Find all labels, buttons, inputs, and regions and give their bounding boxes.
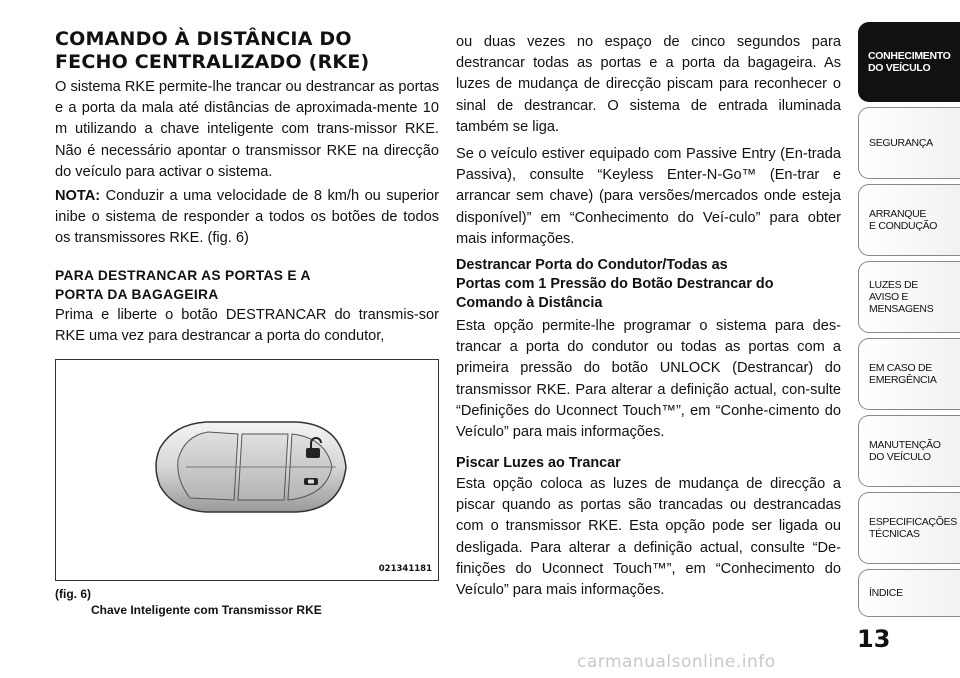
figure-label: (fig. 6) <box>55 587 91 601</box>
section-paragraph: Prima e liberte o botão DESTRANCAR do transmis-sor RKE uma vez para destrancar a porta do condutor, <box>55 307 439 345</box>
tab-conhecimento-do-veiculo[interactable] <box>858 22 960 102</box>
tab-label-line: DO VEÍCULO <box>869 451 931 463</box>
section-title <box>55 266 439 304</box>
subheading-unlock-line-1: Destrancar Porta do Condutor/Todas as <box>456 257 728 273</box>
watermark: carmanualsonline.info <box>577 652 776 672</box>
intro-paragraph: O sistema RKE permite-lhe trancar ou destrancar as portas e a porta da mala até distâncias de aproximada-mente 10 m utilizando a chave inteligente com trans-missor RKE. Não é necessário apontar o transmissor RKE na direcção do veículo para activar o sistema. <box>55 79 439 180</box>
tab-label-line: LUZES DE <box>869 279 918 291</box>
figure-box <box>55 359 439 581</box>
tab-label-line: TÉCNICAS <box>869 528 920 540</box>
tab-seguranca[interactable] <box>858 107 960 179</box>
tab-label-line: DO VEÍCULO <box>868 62 931 74</box>
right-paragraph-4: Esta opção coloca as luzes de mudança de direcção a piscar quando as portas são trancadas ou destrancadas com o transmissor RKE. Esta opção pode ser ligada ou desligada. Para alterar a definição actual, consulte “De-finições do Uconnect Touch™”, em “Conhecimento do Veículo” para mais informações. <box>456 476 841 599</box>
tab-em-caso-de-emergencia[interactable] <box>858 338 960 410</box>
tab-label-line: E CONDUÇÃO <box>869 220 938 232</box>
section-title-line-1: PARA DESTRANCAR AS PORTAS E A <box>55 268 311 283</box>
tab-label-line: MANUTENÇÃO <box>869 439 941 451</box>
chapter-sidebar <box>858 0 960 678</box>
tab-label-line: AVISO E <box>869 291 909 303</box>
tab-manutencao-do-veiculo[interactable] <box>858 415 960 487</box>
right-paragraph-3: Esta opção permite-lhe programar o sistema para des-trancar a porta do condutor ou todas as portas com a primeira pressão do botão UNLOCK (Destrancar) do transmissor RKE. Para alterar a definição actual, con-sulte “Definições do Uconnect Touch™”, em “Conhe-cimento do Veículo” para mais informações. <box>456 318 841 441</box>
note-label: NOTA: <box>55 188 101 204</box>
lock-icon <box>304 478 318 485</box>
tab-label-line: EM CASO DE <box>869 362 932 374</box>
tab-label-line: MENSAGENS <box>869 303 934 315</box>
page-heading <box>55 28 440 74</box>
tab-especificacoes-tecnicas[interactable] <box>858 492 960 564</box>
tab-indice[interactable] <box>858 569 960 617</box>
subheading-unlock-option <box>456 256 841 313</box>
note-text: Conduzir a uma velocidade de 8 km/h ou superior inibe o sistema de responder a todos os botões de todos os transmissores RKE. (fig. 6) <box>55 188 439 247</box>
note-paragraph <box>55 186 439 250</box>
page-number: 13 <box>857 625 891 653</box>
subheading-unlock-line-3: Comando à Distância <box>456 295 603 311</box>
figure-code: 021341181 <box>378 564 432 574</box>
right-paragraph-1: ou duas vezes no espaço de cinco segundos para destrancar todas as portas e a porta da bagageira. As luzes de mudança de direcção piscam para reconhecer o sinal de destrancar. O sistema de entrada iluminada também se liga. <box>456 34 841 135</box>
tab-label-line: SEGURANÇA <box>869 137 933 149</box>
tab-label-line: ESPECIFICAÇÕES <box>869 516 957 528</box>
tab-arranque-e-conducao[interactable] <box>858 184 960 256</box>
heading-line-1: COMANDO À DISTÂNCIA DO <box>55 28 352 50</box>
tab-label-line: CONHECIMENTO <box>868 50 951 62</box>
right-paragraph-2: Se o veículo estiver equipado com Passive Entry (En-trada Passiva), consulte “Keyless Enter-N-Go™ (En-trar e arrancar sem chave) (para versões/mercados onde esteja disponível)” em “Conhecimento do Veí-culo” para obter mais informações. <box>456 146 841 247</box>
subheading-flash-lights: Piscar Luzes ao Trancar <box>456 455 621 471</box>
tab-label-line: EMERGÊNCIA <box>869 374 937 386</box>
smart-key-illustration <box>56 360 437 579</box>
tab-label-line: ARRANQUE <box>869 208 927 220</box>
section-title-line-2: PORTA DA BAGAGEIRA <box>55 287 219 302</box>
figure-caption: Chave Inteligente com Transmissor RKE <box>91 603 322 617</box>
tab-label-line: ÍNDICE <box>869 587 903 599</box>
tab-luzes-de-aviso[interactable] <box>858 261 960 333</box>
button-segment-1 <box>178 432 238 500</box>
subheading-unlock-line-2: Portas com 1 Pressão do Botão Destrancar do <box>456 276 774 292</box>
heading-line-2: FECHO CENTRALIZADO (RKE) <box>55 51 370 73</box>
